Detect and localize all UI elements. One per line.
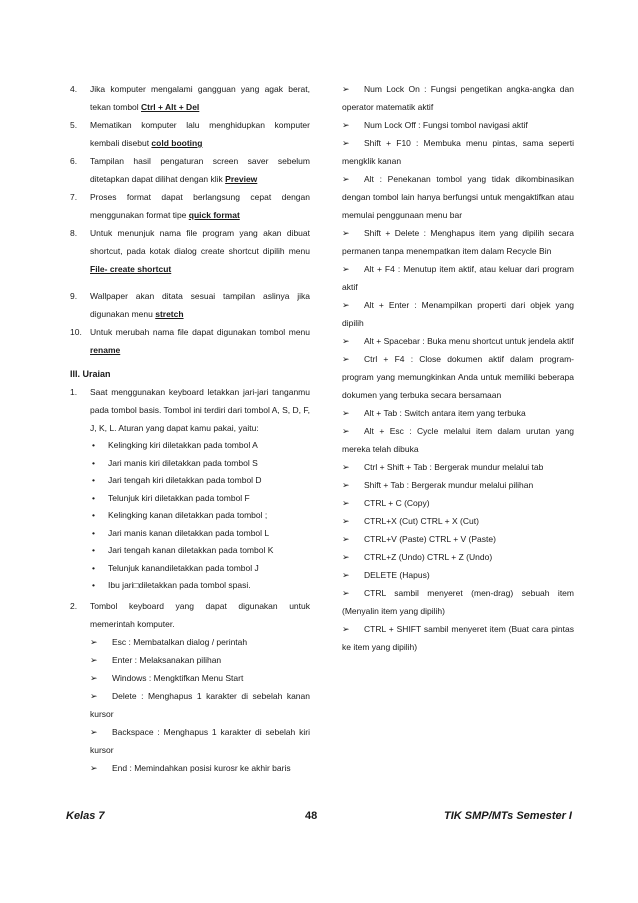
arrow-bullet-icon: ➢ <box>342 138 350 148</box>
bullet-text: Jari tengah kiri diletakkan pada tombol D <box>108 475 262 485</box>
item-number: 1. <box>70 387 78 397</box>
key-text: CTRL+V (Paste) CTRL + V (Paste) <box>364 534 496 544</box>
arrow-bullet-icon: ➢ <box>342 174 350 184</box>
key-text: DELETE (Hapus) <box>364 570 430 580</box>
key-text: Num Lock On : Fungsi pengetikan angka-angka dan operator matematik aktif <box>342 84 574 112</box>
arrow-bullet-icon: ➢ <box>342 462 350 472</box>
item-number: 10. <box>70 327 82 337</box>
arrow-bullet-icon: ➢ <box>342 534 350 544</box>
arrow-bullet-icon: ➢ <box>342 588 350 598</box>
bullet-item <box>90 542 310 560</box>
arrow-bullet-icon: ➢ <box>90 690 98 701</box>
bullet-item <box>90 472 310 490</box>
key-item <box>342 296 574 332</box>
bullet-item <box>90 507 310 525</box>
key-item <box>342 116 574 134</box>
key-text: End : Memindahkan posisi kurosr ke akhir baris <box>112 762 291 773</box>
key-item <box>342 584 574 620</box>
finger-rules-list <box>66 437 310 595</box>
section-heading: III. Uraian <box>70 369 111 379</box>
item-text: Saat menggunakan keyboard letakkan jari-jari tanganmu pada tombol basis. Tombol ini terdiri dari tombol A, S, D, F, J, K, L. Aturan yang dapat kamu pakai, yaitu: <box>90 387 310 433</box>
key-text: Shift + Delete : Menghapus item yang dipilih secara permanen tanpa menempatkan item dalam Recycle Bin <box>342 228 574 256</box>
answer-item <box>66 287 310 323</box>
item-text: Jika komputer mengalami gangguan yang agak berat, tekan tombol <box>90 84 310 112</box>
key-item <box>342 512 574 530</box>
key-item <box>342 134 574 170</box>
key-item <box>342 260 574 296</box>
key-text: Shift + Tab : Bergerak mundur melalui pilihan <box>364 480 534 490</box>
key-text: Delete : Menghapus 1 karakter di sebelah kanan kursor <box>90 690 310 719</box>
answer-item <box>66 80 310 116</box>
bullet-text: Ibu jari□diletakkan pada tombol spasi. <box>108 580 251 590</box>
answer-item <box>66 224 310 278</box>
item-number: 5. <box>70 120 78 130</box>
key-text: Alt + Esc : Cycle melalui item dalam urutan yang mereka telah dibuka <box>342 426 574 454</box>
key-item <box>342 170 574 224</box>
key-text: Ctrl + Shift + Tab : Bergerak mundur melalui tab <box>364 462 544 472</box>
arrow-bullet-icon: ➢ <box>342 408 350 418</box>
key-text: Alt : Penekanan tombol yang tidak dikombinasikan dengan tombol lain hanya berfungsi untuk mengaktifkan atau memulai penggunaan menu bar <box>342 174 574 220</box>
arrow-bullet-icon: ➢ <box>342 624 350 634</box>
footer-title: TIK SMP/MTs Semester I <box>444 810 572 822</box>
bullet-item <box>90 577 310 595</box>
key-item <box>90 669 310 687</box>
answer-text: quick format <box>188 210 240 220</box>
arrow-bullet-icon: ➢ <box>90 726 98 737</box>
bullet-icon: • <box>92 545 95 555</box>
answer-item <box>66 152 310 188</box>
bullet-item <box>90 525 310 543</box>
answer-text: stretch <box>155 309 184 319</box>
arrow-bullet-icon: ➢ <box>342 84 350 94</box>
item-text: Tampilan hasil pengaturan screen saver sebelum ditetapkan dapat dilihat dengan klik <box>90 156 310 184</box>
key-item <box>342 332 574 350</box>
item-number: 6. <box>70 156 78 166</box>
bullet-text: Jari manis kanan diletakkan pada tombol L <box>108 527 270 538</box>
key-text: Enter : Melaksanakan pilihan <box>112 654 222 665</box>
bullet-item <box>90 437 310 455</box>
arrow-bullet-icon: ➢ <box>342 426 350 436</box>
footer-class: Kelas 7 <box>66 810 105 822</box>
bullet-icon: • <box>92 510 95 520</box>
key-item <box>342 80 574 116</box>
answer-item <box>66 188 310 224</box>
bullet-icon: • <box>92 440 95 450</box>
bullet-item <box>90 560 310 578</box>
page-number: 48 <box>305 810 318 822</box>
key-text: CTRL + C (Copy) <box>364 498 430 508</box>
key-text: Backspace : Menghapus 1 karakter di sebelah kiri kursor <box>90 726 310 755</box>
arrow-bullet-icon: ➢ <box>90 672 98 683</box>
left-column <box>66 80 310 777</box>
key-item <box>90 759 310 777</box>
key-text: Alt + Enter : Menampilkan properti dari objek yang dipilih <box>342 300 574 328</box>
bullet-icon: • <box>92 457 95 468</box>
key-text: Windows : Mengktifkan Menu Start <box>112 672 244 683</box>
bullet-item <box>90 455 310 473</box>
key-text: Num Lock Off : Fungsi tombol navigasi aktif <box>364 120 528 130</box>
answer-text: Preview <box>225 174 258 184</box>
key-item <box>90 651 310 669</box>
bullet-icon: • <box>92 580 95 590</box>
arrow-bullet-icon: ➢ <box>342 336 350 346</box>
arrow-bullet-icon: ➢ <box>342 264 350 274</box>
item-number: 9. <box>70 291 78 301</box>
bullet-icon: • <box>92 475 95 485</box>
key-text: Alt + F4 : Menutup item aktif, atau keluar dari program aktif <box>342 264 574 292</box>
key-text: Alt + Tab : Switch antara item yang terbuka <box>364 408 526 418</box>
item-number: 2. <box>70 600 78 611</box>
answer-text: File- create shortcut <box>90 264 172 274</box>
key-item <box>342 620 574 656</box>
key-text: CTRL + SHIFT sambil menyeret item (Buat cara pintas ke item yang dipilih) <box>342 624 574 652</box>
item-number: 4. <box>70 84 78 94</box>
item-text: Untuk merubah nama file dapat digunakan tombol menu <box>90 327 310 337</box>
right-column <box>342 80 574 656</box>
key-text: CTRL+X (Cut) CTRL + X (Cut) <box>364 516 479 526</box>
bullet-text: Telunjuk kanandiletakkan pada tombol J <box>108 562 259 573</box>
bullet-item <box>90 490 310 508</box>
item-text: Wallpaper akan ditata sesuai tampilan aslinya jika digunakan menu <box>90 291 310 319</box>
arrow-bullet-icon: ➢ <box>342 354 350 364</box>
uraian-item-1 <box>66 383 310 437</box>
arrow-bullet-icon: ➢ <box>90 636 98 647</box>
key-item <box>342 404 574 422</box>
item-text: Untuk menunjuk nama file program yang akan dibuat shortcut, pada kotak dialog create shortcut dipilih menu <box>90 228 310 256</box>
key-item <box>90 687 310 723</box>
bullet-icon: • <box>92 527 95 538</box>
uraian-item-2 <box>66 597 310 633</box>
key-text: Alt + Spacebar : Buka menu shortcut untuk jendela aktif <box>364 336 574 346</box>
key-item <box>90 723 310 759</box>
item-text: Tombol keyboard yang dapat digunakan untuk memerintah komputer. <box>90 600 310 629</box>
key-item <box>342 224 574 260</box>
arrow-bullet-icon: ➢ <box>342 480 350 490</box>
bullet-text: Kelingking kiri diletakkan pada tombol A <box>108 440 258 450</box>
item-text: Proses format dapat berlangsung cepat dengan menggunakan format tipe <box>90 192 310 220</box>
key-text: Ctrl + F4 : Close dokumen aktif dalam program-program yang memungkinkan Anda untuk memiliki beberapa dokumen yang terbuka secara bersamaan <box>342 354 574 400</box>
key-item <box>342 548 574 566</box>
arrow-bullet-icon: ➢ <box>90 762 98 773</box>
key-item <box>342 494 574 512</box>
arrow-bullet-icon: ➢ <box>342 300 350 310</box>
answer-text: Ctrl + Alt + Del <box>141 102 200 112</box>
bullet-text: Kelingking kanan diletakkan pada tombol ; <box>108 510 268 520</box>
item-number: 7. <box>70 192 78 202</box>
key-item <box>342 476 574 494</box>
answer-list <box>66 80 310 359</box>
key-item <box>342 422 574 458</box>
item-number: 8. <box>70 228 78 238</box>
arrow-bullet-icon: ➢ <box>342 516 350 526</box>
key-item <box>342 566 574 584</box>
bullet-text: Jari tengah kanan diletakkan pada tombol K <box>108 545 274 555</box>
key-text: CTRL sambil menyeret (men-drag) sebuah item (Menyalin item yang dipilih) <box>342 588 574 616</box>
key-text: Shift + F10 : Membuka menu pintas, sama seperti mengklik kanan <box>342 138 574 166</box>
arrow-bullet-icon: ➢ <box>90 654 98 665</box>
key-item <box>342 350 574 404</box>
arrow-bullet-icon: ➢ <box>342 570 350 580</box>
arrow-bullet-icon: ➢ <box>342 552 350 562</box>
arrow-bullet-icon: ➢ <box>342 498 350 508</box>
answer-item <box>66 323 310 359</box>
key-text: Esc : Membatalkan dialog / perintah <box>112 636 248 647</box>
keyboard-keys-list <box>66 633 310 777</box>
arrow-bullet-icon: ➢ <box>342 228 350 238</box>
item-text: Mematikan komputer lalu menghidupkan komputer kembali disebut <box>90 120 310 148</box>
answer-item <box>66 116 310 152</box>
answer-text: cold booting <box>151 138 203 148</box>
answer-text: rename <box>90 345 121 355</box>
bullet-icon: • <box>92 562 95 573</box>
bullet-icon: • <box>92 492 95 503</box>
key-text: CTRL+Z (Undo) CTRL + Z (Undo) <box>364 552 493 562</box>
bullet-text: Jari manis kiri diletakkan pada tombol S <box>108 457 258 468</box>
arrow-bullet-icon: ➢ <box>342 120 350 130</box>
bullet-text: Telunjuk kiri diletakkan pada tombol F <box>108 492 250 503</box>
key-item <box>342 530 574 548</box>
key-item <box>90 633 310 651</box>
key-item <box>342 458 574 476</box>
